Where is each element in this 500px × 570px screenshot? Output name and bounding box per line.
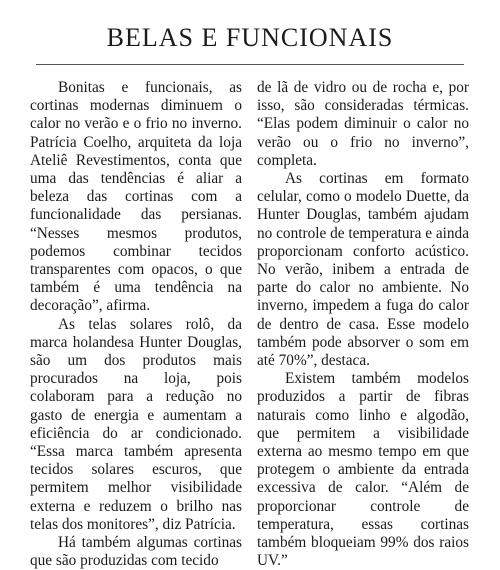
paragraph-natural-fibers: Existem também modelos produzidos a partir de fibras naturais como linho e algodão, que permitem a visibilidade externa ao mesmo tempo em que protegem o ambiente da entrada excessiva de calor. “Além de proporcionar controle de temperatura, essas cortinas também bloqueiam 99% dos raios UV.”	[257, 370, 469, 570]
article-column-right	[257, 79, 469, 570]
article-column-left	[30, 79, 242, 570]
paragraph-cellular-curtains: As cortinas em formato celular, como o modelo Duette, da Hunter Douglas, também ajudam no controle de temperatura e ainda proporcionam conforto acústico. No verão, inibem a entrada de parte do calor no ambiente. No inverno, impedem a fuga do calor de dentro de casa. Esse modelo também pode absorver o som em até 70%”, destaca.	[257, 170, 469, 370]
paragraph-thermal-fabric-continued: de lã de vidro ou de rocha e, por isso, são consideradas térmicas. “Elas podem diminuir o calor no verão ou o frio no inverno”, completa.	[257, 79, 469, 169]
paragraph-intro: Bonitas e funcionais, as cortinas modernas diminuem o calor no verão e o frio no inverno. Patrícia Coelho, arquiteta da loja Ateliê Revestimentos, conta que uma das tendências é aliar a beleza das cortinas com a funcionalidade das persianas. “Nesses mesmos produtos, podemos combinar tecidos transparentes com opacos, o que também é uma tendência na decoração”, afirma.	[30, 79, 242, 315]
paragraph-thermal-fabric: Há também algumas cortinas que são produzidas com tecido	[30, 534, 242, 570]
headline-divider	[36, 64, 464, 65]
paragraph-solar-screens: As telas solares rolô, da marca holandesa Hunter Douglas, são um dos produtos mais procurados na loja, pois colaboram para a redução no gasto de energia e aumentam a eficiência do ar condicionado. “Essa marca também apresenta tecidos solares escuros, que permitem melhor visibilidade externa e reduzem o brilho nas telas dos monitores”, diz Patrícia.	[30, 315, 242, 533]
article-headline: BELAS E FUNCIONAIS	[106, 23, 394, 52]
